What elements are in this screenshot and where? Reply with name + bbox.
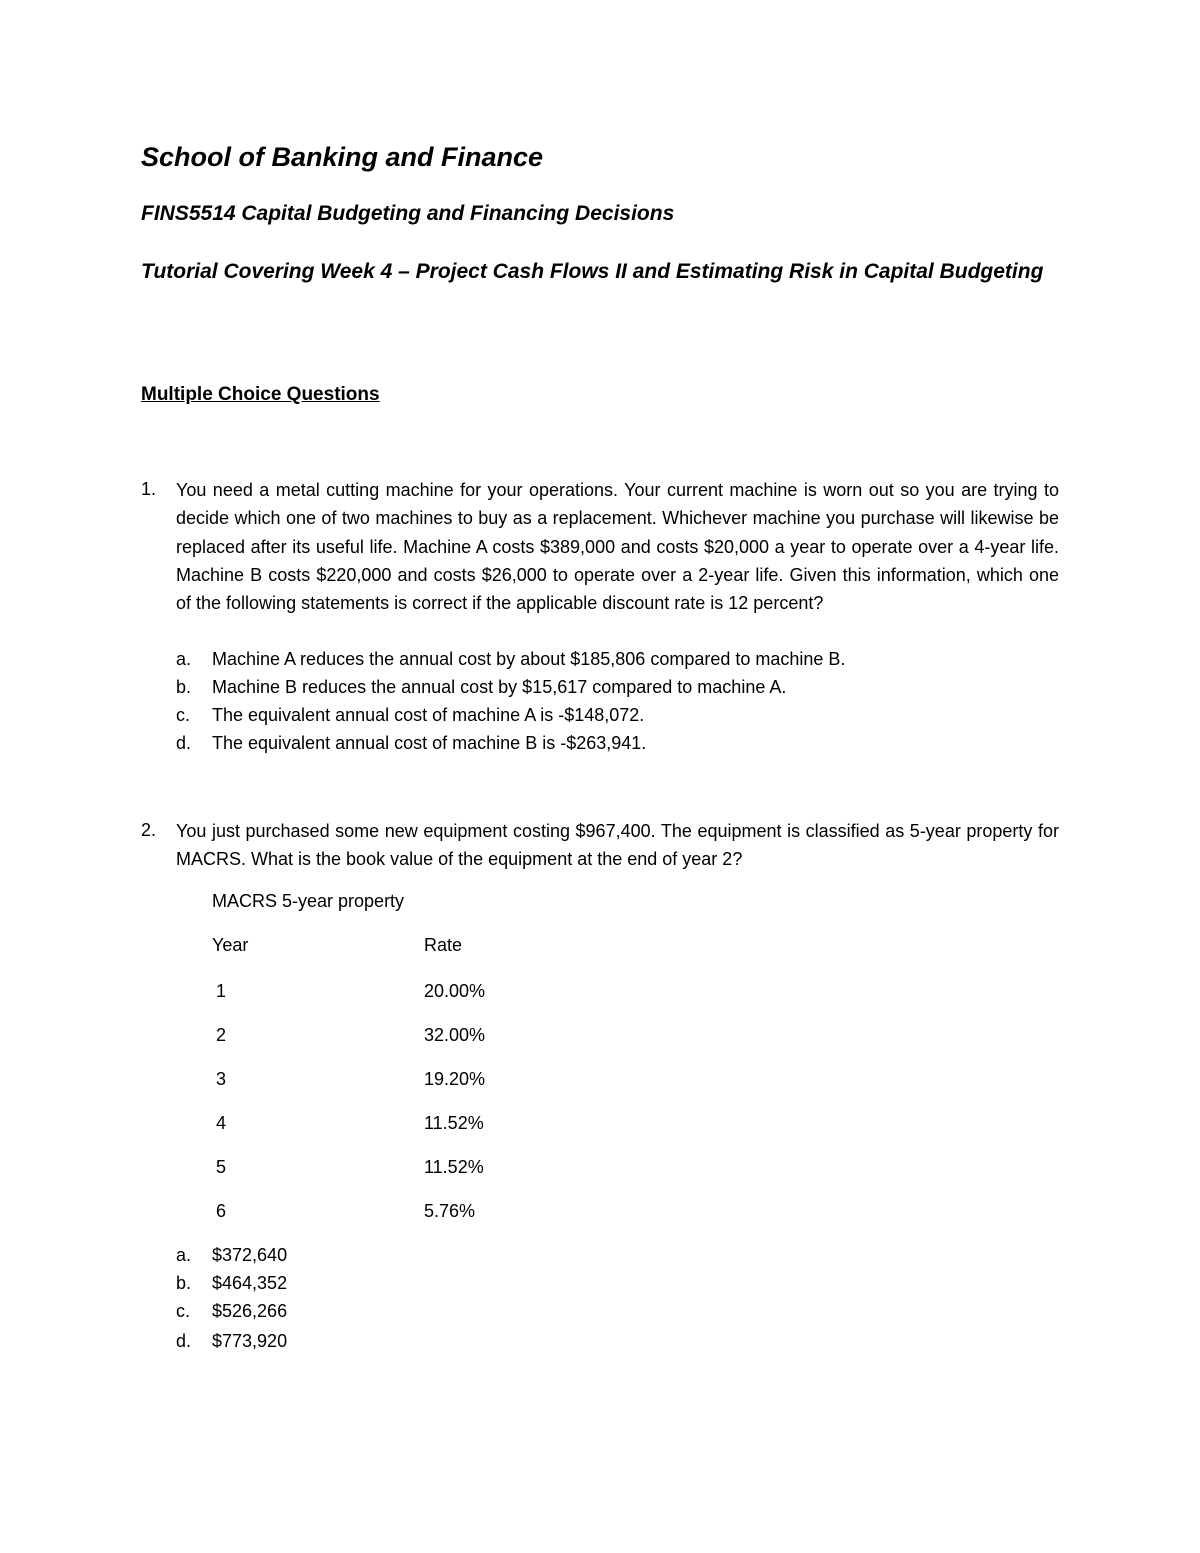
question-1-option-d-letter: d.	[176, 733, 192, 753]
table-cell-year: 6	[216, 1201, 227, 1221]
table-cell-rate: 32.00%	[424, 1025, 486, 1045]
question-1-number: 1.	[141, 479, 157, 499]
school-title: School of Banking and Finance	[141, 142, 544, 172]
question-2-number: 2.	[141, 820, 157, 840]
table-cell-year: 4	[216, 1113, 227, 1133]
question-1-option-d: The equivalent annual cost of machine B is -$263,941.	[212, 733, 647, 753]
table-header-rate: Rate	[424, 935, 463, 955]
question-1-option-a: Machine A reduces the annual cost by about $185,806 compared to machine B.	[212, 649, 846, 669]
question-1-option-b: Machine B reduces the annual cost by $15,617 compared to machine A.	[212, 677, 787, 697]
table-cell-year: 1	[216, 981, 227, 1001]
question-2-option-c: $526,266	[212, 1301, 288, 1321]
table-cell-rate: 20.00%	[424, 981, 486, 1001]
table-cell-rate: 11.52%	[424, 1113, 484, 1133]
table-cell-rate: 5.76%	[424, 1201, 476, 1221]
table-cell-year: 2	[216, 1025, 227, 1045]
question-2-option-a-letter: a.	[176, 1245, 192, 1265]
question-2-option-b: $464,352	[212, 1273, 288, 1293]
table-header-year: Year	[212, 935, 249, 955]
question-2-option-d-letter: d.	[176, 1331, 192, 1351]
course-title: FINS5514 Capital Budgeting and Financing Decisions	[141, 202, 675, 225]
question-1-option-a-letter: a.	[176, 649, 192, 669]
table-cell-year: 3	[216, 1069, 227, 1089]
question-1-option-c-letter: c.	[176, 705, 191, 725]
tutorial-title: Tutorial Covering Week 4 – Project Cash Flows II and Estimating Risk in Capital Budgeting	[141, 260, 1044, 283]
table-cell-year: 5	[216, 1157, 227, 1177]
macrs-table-title: MACRS 5-year property	[212, 891, 405, 911]
table-cell-rate: 11.52%	[424, 1157, 484, 1177]
question-2-option-c-letter: c.	[176, 1301, 191, 1321]
section-title: Multiple Choice Questions	[141, 384, 380, 405]
question-2-option-a: $372,640	[212, 1245, 288, 1265]
table-cell-rate: 19.20%	[424, 1069, 486, 1089]
question-2-text: You just purchased some new equipment costing $967,400. The equipment is classified as 5-year property for MACRS. What is the book value of the equipment at the end of year 2?	[176, 821, 1059, 870]
question-1-option-c: The equivalent annual cost of machine A is -$148,072.	[212, 705, 645, 725]
question-2-option-d: $773,920	[212, 1331, 288, 1351]
question-1-option-b-letter: b.	[176, 677, 192, 697]
question-2-option-b-letter: b.	[176, 1273, 192, 1293]
question-1-text: You need a metal cutting machine for your operations. Your current machine is worn out so you are trying to decide which one of two machines to buy as a replacement. Whichever machine you purchase will likewise be replaced after its useful life. Machine A costs $389,000 and costs $20,000 a year to operate over a 4-year life. Machine B costs $220,000 and costs $26,000 to operate over a 2-year life. Given this information, which one of the following statements is correct if the applicable discount rate is 12 percent?	[176, 480, 1059, 614]
